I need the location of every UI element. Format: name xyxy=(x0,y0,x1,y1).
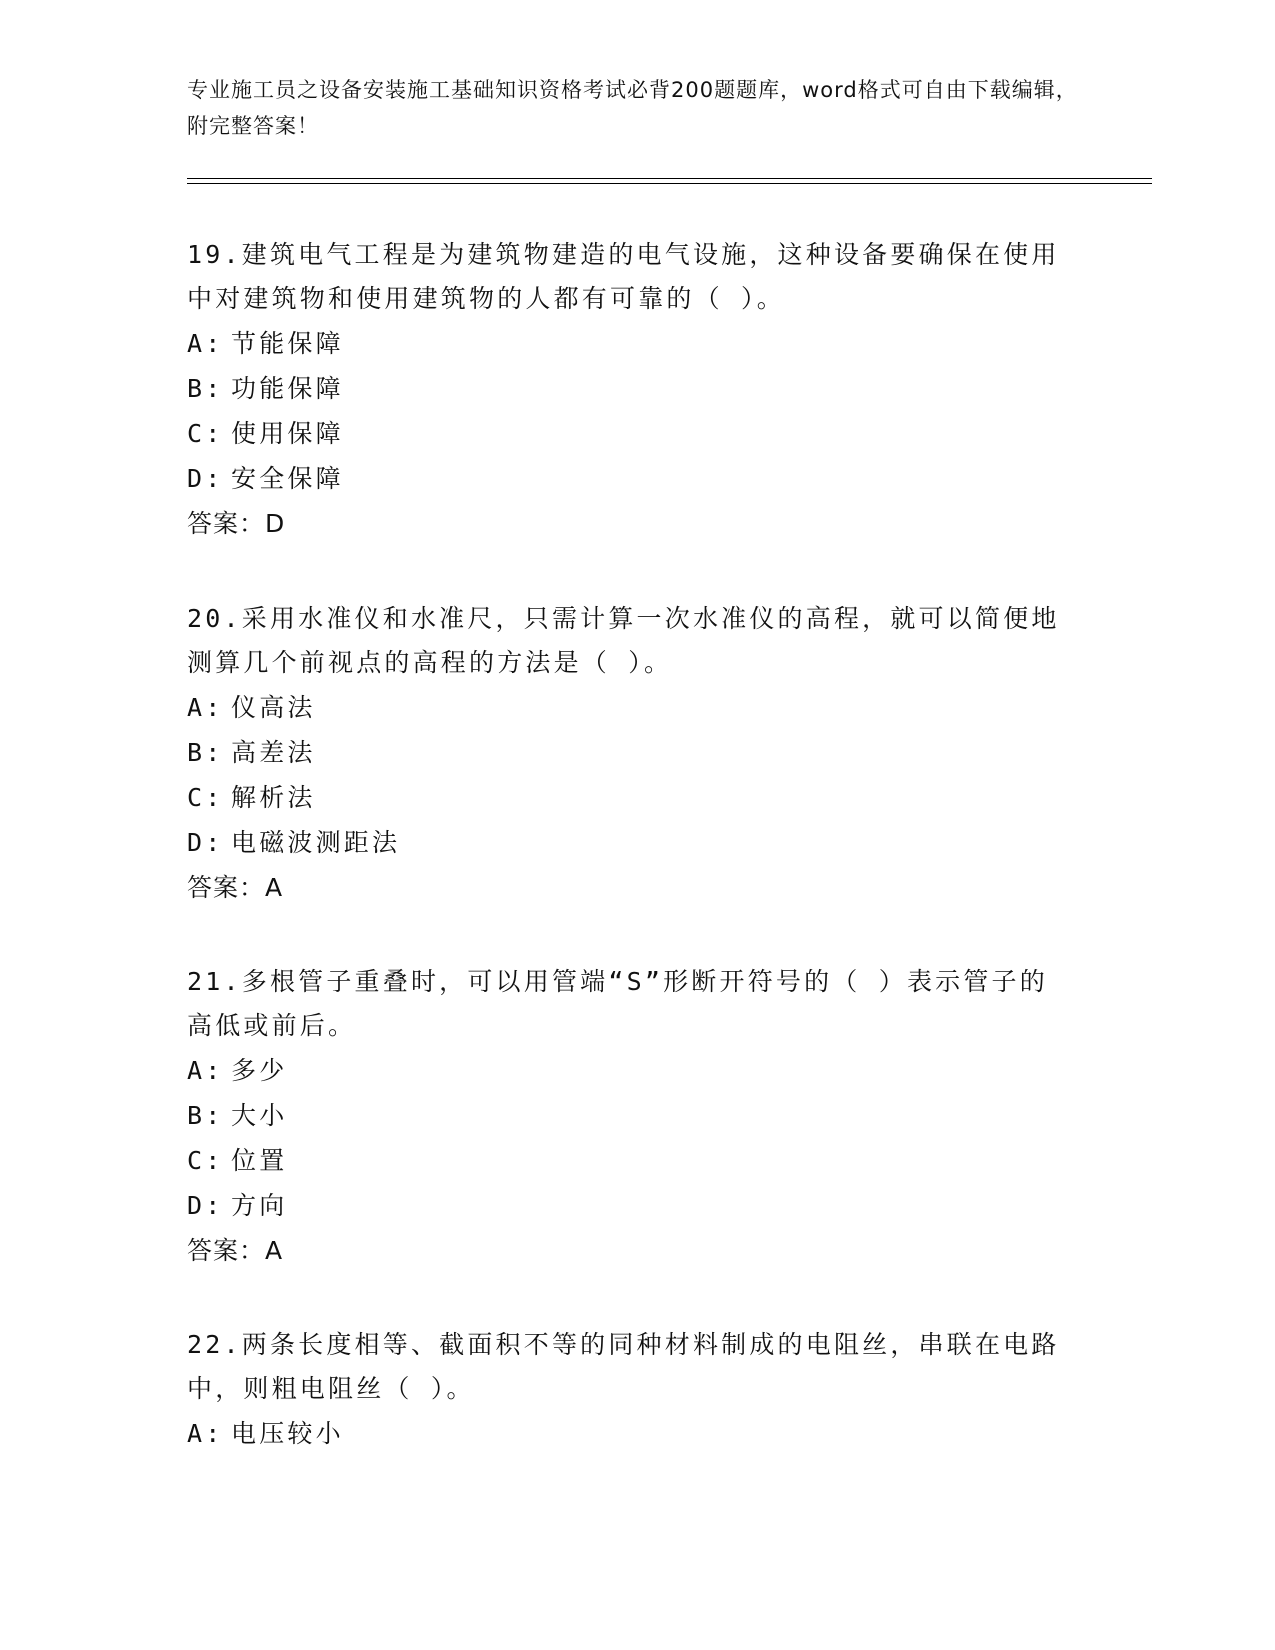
option-text: 多少 xyxy=(231,1056,288,1085)
question-21 xyxy=(187,960,1067,1274)
answer-value: D xyxy=(265,509,286,538)
option-a xyxy=(187,1048,1067,1093)
option-text: 位置 xyxy=(231,1146,288,1175)
option-text: 安全保障 xyxy=(231,464,344,493)
option-c xyxy=(187,1138,1067,1183)
option-c xyxy=(187,775,1067,820)
option-letter: D: xyxy=(187,464,224,493)
option-text: 节能保障 xyxy=(231,329,344,358)
question-stem: 20.采用水准仪和水准尺，只需计算一次水准仪的高程，就可以简便地测算几个前视点的高程的方法是（ ）。 xyxy=(187,604,1060,677)
option-letter: A: xyxy=(187,693,224,722)
option-b xyxy=(187,730,1067,775)
option-c xyxy=(187,411,1067,456)
option-d xyxy=(187,1183,1067,1228)
option-letter: B: xyxy=(187,1101,224,1130)
answer-label: 答案： xyxy=(187,873,266,902)
option-text: 高差法 xyxy=(231,738,316,767)
option-text: 使用保障 xyxy=(231,419,344,448)
question-stem: 19.建筑电气工程是为建筑物建造的电气设施，这种设备要确保在使用中对建筑物和使用建筑物的人都有可靠的（ ）。 xyxy=(187,240,1060,313)
answer-line xyxy=(187,865,1067,911)
option-d xyxy=(187,456,1067,501)
answer-line xyxy=(187,501,1067,547)
option-letter: D: xyxy=(187,828,224,857)
document-header xyxy=(187,72,1087,144)
answer-value: A xyxy=(265,1236,284,1265)
header-rule-bottom xyxy=(187,183,1152,184)
option-text: 大小 xyxy=(231,1101,288,1130)
header-rule-top xyxy=(187,178,1152,179)
answer-value: A xyxy=(265,873,284,902)
option-letter: B: xyxy=(187,738,224,767)
question-20 xyxy=(187,597,1067,911)
option-letter: A: xyxy=(187,329,224,358)
option-letter: D: xyxy=(187,1191,224,1220)
option-text: 方向 xyxy=(231,1191,288,1220)
option-b xyxy=(187,1093,1067,1138)
option-text: 仪高法 xyxy=(231,693,316,722)
answer-label: 答案： xyxy=(187,509,266,538)
option-text: 电压较小 xyxy=(231,1419,344,1448)
header-text: 专业施工员之设备安装施工基础知识资格考试必背200题题库，word格式可自由下载编辑，附完整答案！ xyxy=(187,78,1078,138)
option-text: 功能保障 xyxy=(231,374,344,403)
option-d xyxy=(187,820,1067,865)
answer-label: 答案： xyxy=(187,1236,266,1265)
option-letter: B: xyxy=(187,374,224,403)
option-b xyxy=(187,366,1067,411)
option-letter: C: xyxy=(187,419,224,448)
question-stem: 21.多根管子重叠时，可以用管端“S”形断开符号的（ ）表示管子的高低或前后。 xyxy=(187,967,1048,1040)
question-stem: 22.两条长度相等、截面积不等的同种材料制成的电阻丝，串联在电路中，则粗电阻丝（ ）。 xyxy=(187,1330,1060,1403)
option-a xyxy=(187,685,1067,730)
option-letter: C: xyxy=(187,1146,224,1175)
option-letter: A: xyxy=(187,1419,224,1448)
question-22 xyxy=(187,1323,1067,1456)
option-a xyxy=(187,1411,1067,1456)
option-text: 解析法 xyxy=(231,783,316,812)
option-text: 电磁波测距法 xyxy=(231,828,401,857)
option-a xyxy=(187,321,1067,366)
question-19 xyxy=(187,233,1067,547)
answer-line xyxy=(187,1228,1067,1274)
option-letter: A: xyxy=(187,1056,224,1085)
option-letter: C: xyxy=(187,783,224,812)
